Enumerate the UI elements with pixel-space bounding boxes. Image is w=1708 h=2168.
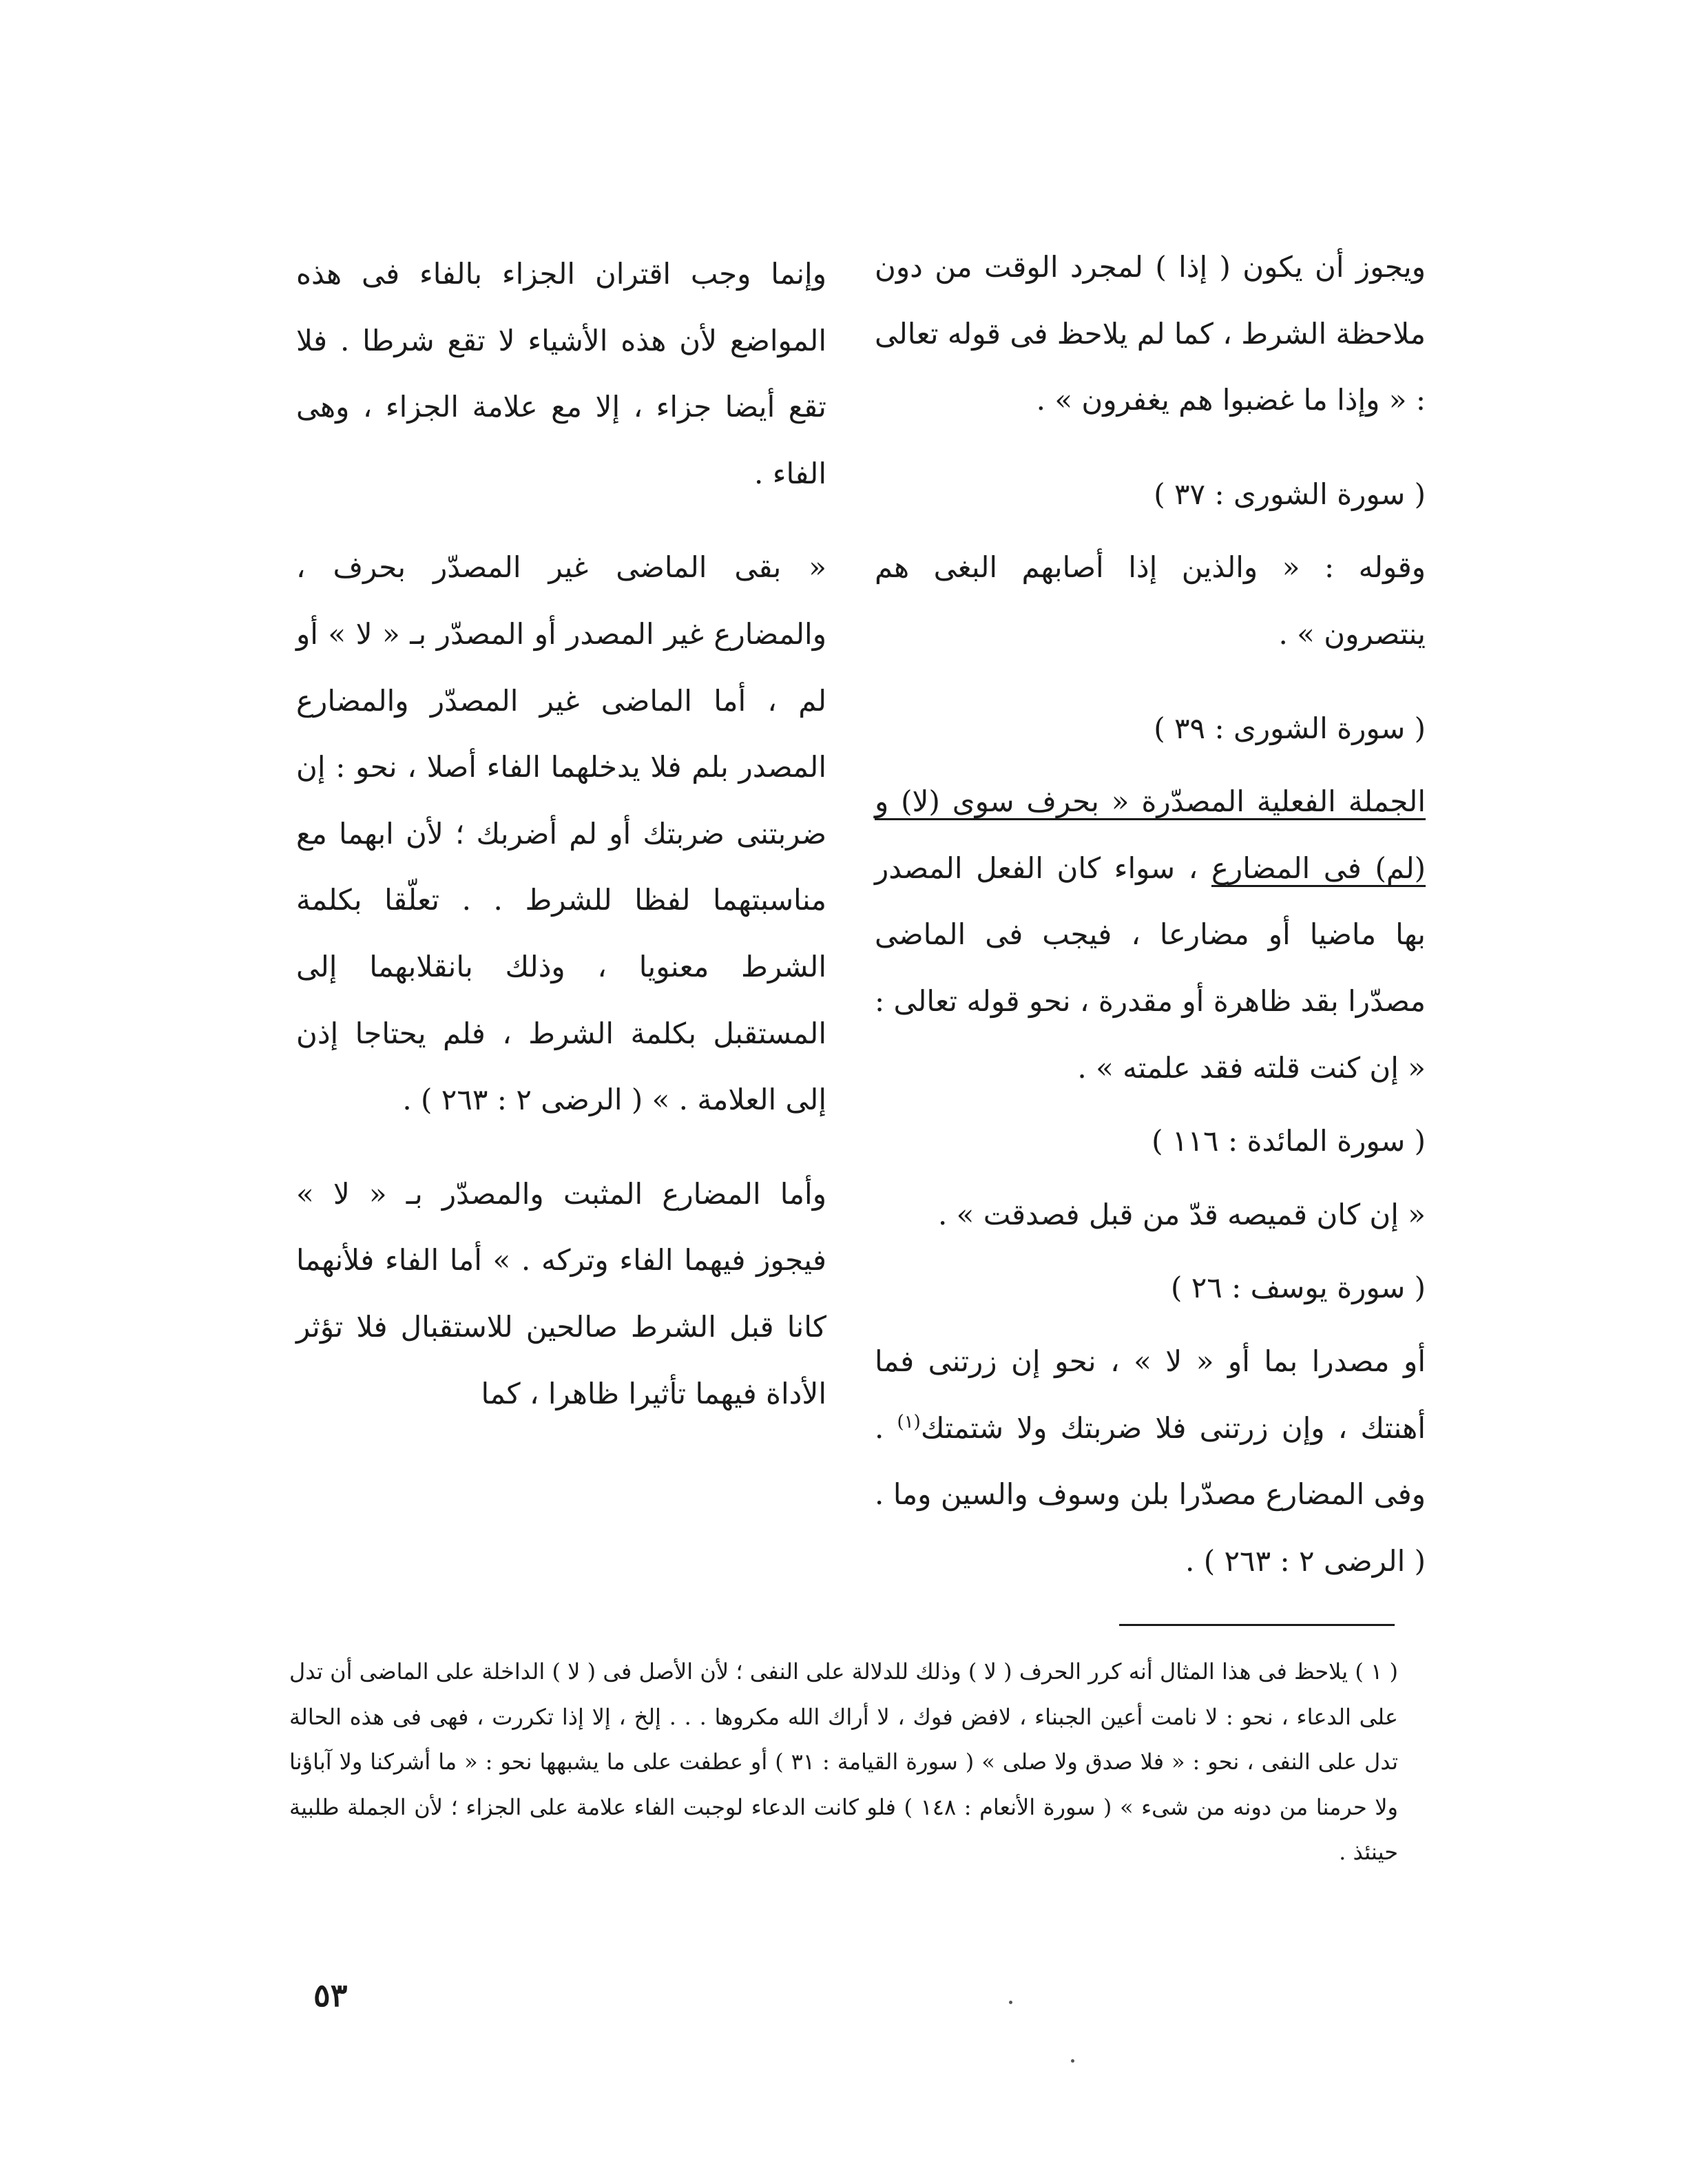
right-paragraph-5 xyxy=(875,1328,1426,1594)
scan-speck xyxy=(1071,2059,1074,2063)
right-paragraph-5-tail: . وفى المضارع مصدّرا بلن وسوف والسين وما . ( الرضى ٢ : ٢٦٣ ) . xyxy=(875,1410,1426,1578)
right-paragraph-3-tail: ، سواء كان الفعل المصدر بها ماضيا أو مضارعا ، فيجب فى الماضى مصدّرا بقد ظاهرة أو مقدرة ، نحو قوله تعالى : « إن كنت قلته فقد علمته » . xyxy=(875,851,1426,1085)
right-paragraph-5-text: أو مصدرا بما أو « لا » ، نحو إن زرتنى فما أهنتك ، وإن زرتنى فلا ضربتك ولا شتمتك xyxy=(875,1344,1426,1445)
footnote-text: ( ١ ) يلاحظ فى هذا المثال أنه كرر الحرف ( لا ) وذلك للدلالة على النفى ؛ لأن الأصل فى ( لا ) الداخلة على الماضى أن تدل على الدعاء ، نحو : لا نامت أعين الجبناء ، لافض فوك ، لا أراك الله مكروها . . . إلخ ، إلا إذا تكررت ، فهى فى هذه الحالة تدل على النفى ، نحو : « فلا صدق ولا صلى » ( سورة القيامة : ٣١ ) أو عطفت على ما يشبهها نحو : « ما أشركنا ولا آباؤنا ولا حرمنا من دونه من شىء » ( سورة الأنعام : ١٤٨ ) فلو كانت الدعاء لوجبت الفاء علامة على الجزاء ؛ لأن الجملة طلبية حينئذ . xyxy=(289,1658,1399,1866)
section-heading: الجملة الفعلية المصدّرة « بحرف سوى (لا) و (لم) فى المضارع xyxy=(875,784,1426,887)
citation-maidah-116: ( سورة المائدة : ١١٦ ) xyxy=(1152,1124,1426,1158)
right-column xyxy=(875,234,1426,1622)
left-paragraph-2: « بقى الماضى غير المصدّر بحرف ، والمضارع غير المصدر أو المصدّر بـ « لا » أو لم ، أما الماضى غير المصدّر والمضارع المصدر بلم فلا يدخلهما الفاء أصلا ، نحو : إن ضربتنى ضربتك أو لم أضربك ؛ لأن ابهما مع مناسبتهما لفظا للشرط . . تعلّقا بكلمة الشرط معنويا ، وذلك بانقلابهما إلى المستقبل بكلمة الشرط ، فلم يحتاجا إذن إلى العلامة . » ( الرضى ٢ : ٢٦٣ ) . xyxy=(296,550,826,1117)
footnote-divider xyxy=(1119,1624,1395,1626)
right-paragraph-4: « إن كان قميصه قدّ من قبل فصدقت » . xyxy=(937,1197,1426,1231)
page-number: ٥٣ xyxy=(313,1977,348,2014)
scan-speck xyxy=(1009,2001,1012,2004)
right-paragraph-3 xyxy=(875,769,1426,1101)
footnote xyxy=(289,1649,1398,1875)
right-paragraph-1: ويجوز أن يكون ( إذا ) لمجرد الوقت من دون ملاحظة الشرط ، كما لم يلاحظ فى قوله تعالى : « وإذا ما غضبوا هم يغفرون » . xyxy=(875,250,1426,417)
right-paragraph-2: وقوله : « والذين إذا أصابهم البغى هم ينتصرون » . xyxy=(875,550,1426,651)
citation-shura-39: ( سورة الشورى : ٣٩ ) xyxy=(1154,711,1426,745)
citation-shura-37: ( سورة الشورى : ٣٧ ) xyxy=(1154,477,1426,511)
left-column xyxy=(296,241,826,1455)
footnote-marker: (١) xyxy=(897,1411,921,1432)
citation-yusuf-26: ( سورة يوسف : ٢٦ ) xyxy=(1170,1271,1426,1305)
left-paragraph-3: وأما المضارع المثبت والمصدّر بـ « لا » فيجوز فيهما الفاء وتركه . » أما الفاء فلأنهما كانا قبل الشرط صالحين للاستقبال فلا تؤثر الأداة فيهما تأثيرا ظاهرا ، كما xyxy=(296,1176,826,1410)
left-paragraph-1: وإنما وجب اقتران الجزاء بالفاء فى هذه المواضع لأن هذه الأشياء لا تقع شرطا . فلا تقع أيضا جزاء ، إلا مع علامة الجزاء ، وهى الفاء . xyxy=(296,257,826,490)
